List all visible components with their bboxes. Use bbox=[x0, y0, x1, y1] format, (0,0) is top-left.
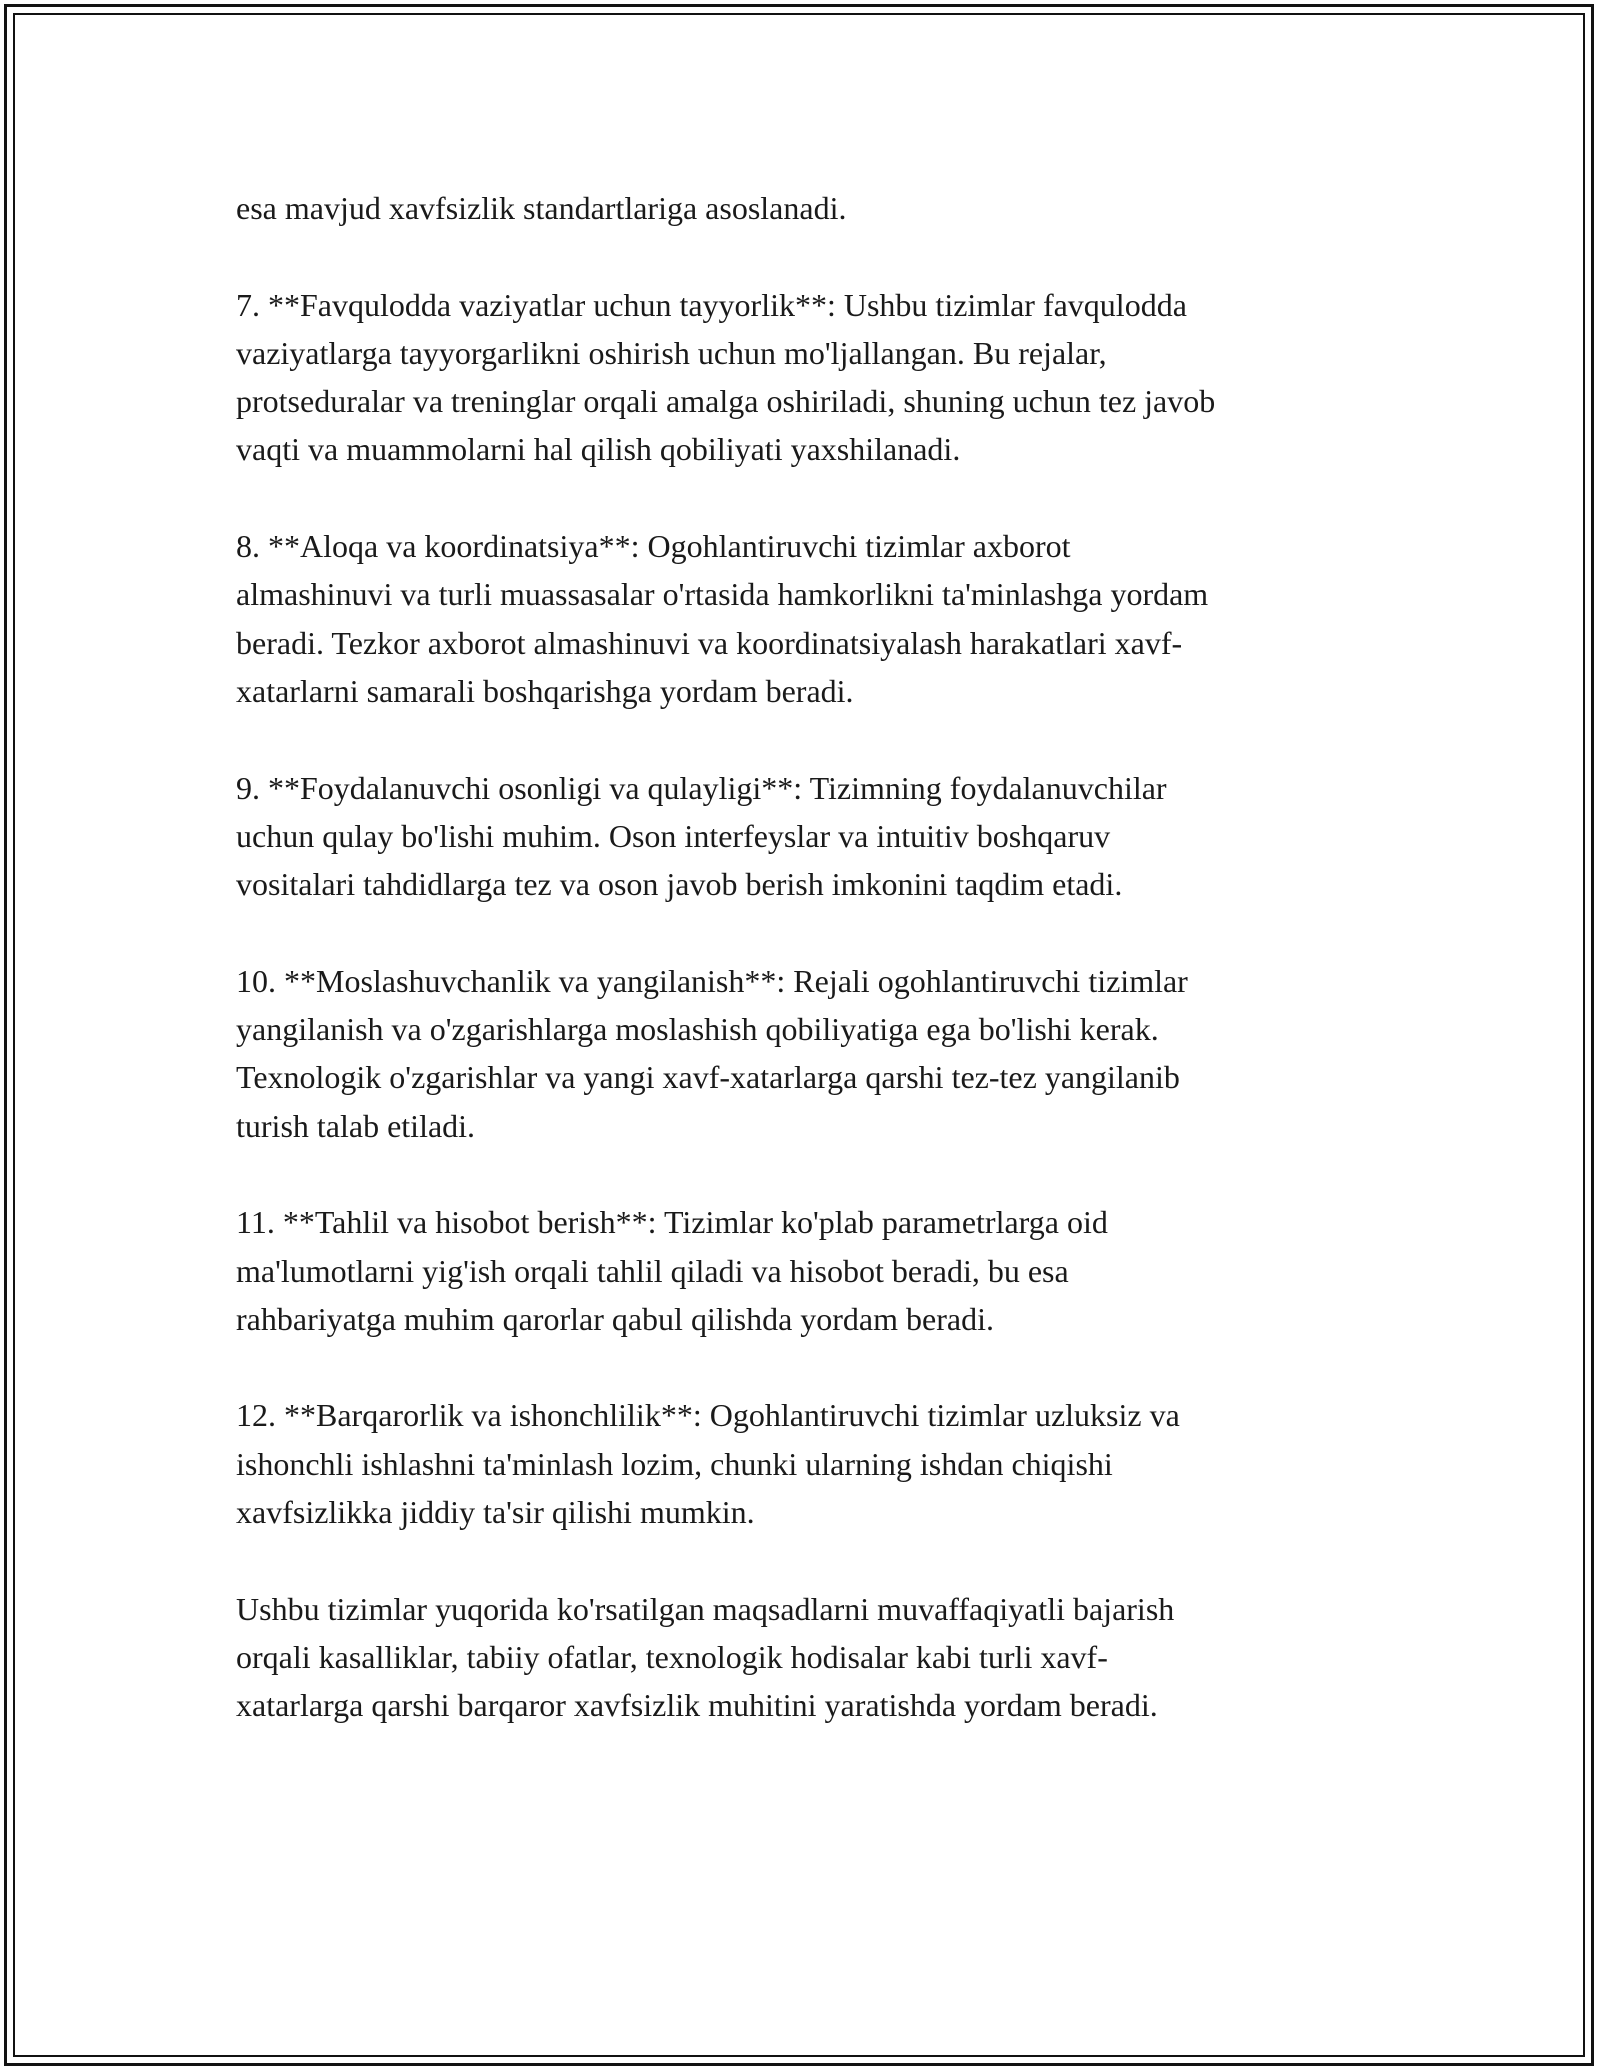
paragraph-item-7 bbox=[236, 281, 1376, 474]
text-line: vaziyatlarga tayyorgarlikni oshirish uchun mo'ljallangan. Bu rejalar, bbox=[236, 334, 1107, 371]
text-line: ishonchli ishlashni ta'minlash lozim, chunki ularning ishdan chiqishi bbox=[236, 1445, 1113, 1482]
text-line: 12. **Barqarorlik va ishonchlilik**: Ogohlantiruvchi tizimlar uzluksiz va bbox=[236, 1397, 1180, 1434]
text-line: esa mavjud xavfsizlik standartlariga asoslanadi. bbox=[236, 190, 847, 226]
text-line: xavfsizlikka jiddiy ta'sir qilishi mumkin. bbox=[236, 1494, 755, 1531]
text-line: 7. **Favqulodda vaziyatlar uchun tayyorlik**: Ushbu tizimlar favqulodda bbox=[236, 286, 1187, 323]
text-line: almashinuvi va turli muassasalar o'rtasida hamkorlikni ta'minlashga yordam bbox=[236, 576, 1209, 613]
paragraph-item-11 bbox=[236, 1198, 1376, 1343]
paragraph-item-8 bbox=[236, 522, 1376, 715]
text-line: xatarlarga qarshi barqaror xavfsizlik muhitini yaratishda yordam beradi. bbox=[236, 1687, 1158, 1724]
paragraph-conclusion bbox=[236, 1585, 1376, 1730]
text-line: 9. **Foydalanuvchi osonligi va qulayligi**: Tizimning foydalanuvchilar bbox=[236, 769, 1167, 806]
text-line: 10. **Moslashuvchanlik va yangilanish**: Rejali ogohlantiruvchi tizimlar bbox=[236, 962, 1188, 999]
document-body bbox=[236, 184, 1376, 1778]
text-line: vositalari tahdidlarga tez va oson javob berish imkonini taqdim etadi. bbox=[236, 866, 1123, 903]
text-line: turish talab etiladi. bbox=[236, 1107, 476, 1144]
paragraph-item-9 bbox=[236, 764, 1376, 909]
text-line: xatarlarni samarali boshqarishga yordam beradi. bbox=[236, 672, 854, 709]
paragraph-intro-tail bbox=[236, 184, 1376, 232]
text-line: protseduralar va treninglar orqali amalga oshiriladi, shuning uchun tez javob bbox=[236, 383, 1216, 420]
text-line: uchun qulay bo'lishi muhim. Oson interfeyslar va intuitiv boshqaruv bbox=[236, 817, 1111, 854]
text-line: yangilanish va o'zgarishlarga moslashish qobiliyatiga ega bo'lishi kerak. bbox=[236, 1011, 1159, 1048]
text-line: ma'lumotlarni yig'ish orqali tahlil qiladi va hisobot beradi, bu esa bbox=[236, 1252, 1069, 1289]
paragraph-item-10 bbox=[236, 957, 1376, 1150]
text-line: 11. **Tahlil va hisobot berish**: Tizimlar ko'plab parametrlarga oid bbox=[236, 1204, 1108, 1241]
text-line: 8. **Aloqa va koordinatsiya**: Ogohlantiruvchi tizimlar axborot bbox=[236, 528, 1071, 565]
text-line: vaqti va muammolarni hal qilish qobiliyati yaxshilanadi. bbox=[236, 431, 961, 468]
text-line: Ushbu tizimlar yuqorida ko'rsatilgan maqsadlarni muvaffaqiyatli bajarish bbox=[236, 1590, 1175, 1627]
paragraph-item-12 bbox=[236, 1391, 1376, 1536]
text-line: Texnologik o'zgarishlar va yangi xavf-xatarlarga qarshi tez-tez yangilanib bbox=[236, 1059, 1180, 1096]
text-line: orqali kasalliklar, tabiiy ofatlar, texnologik hodisalar kabi turli xavf- bbox=[236, 1638, 1108, 1675]
text-line: rahbariyatga muhim qarorlar qabul qilishda yordam beradi. bbox=[236, 1300, 994, 1337]
text-line: beradi. Tezkor axborot almashinuvi va koordinatsiyalash harakatlari xavf- bbox=[236, 624, 1183, 661]
